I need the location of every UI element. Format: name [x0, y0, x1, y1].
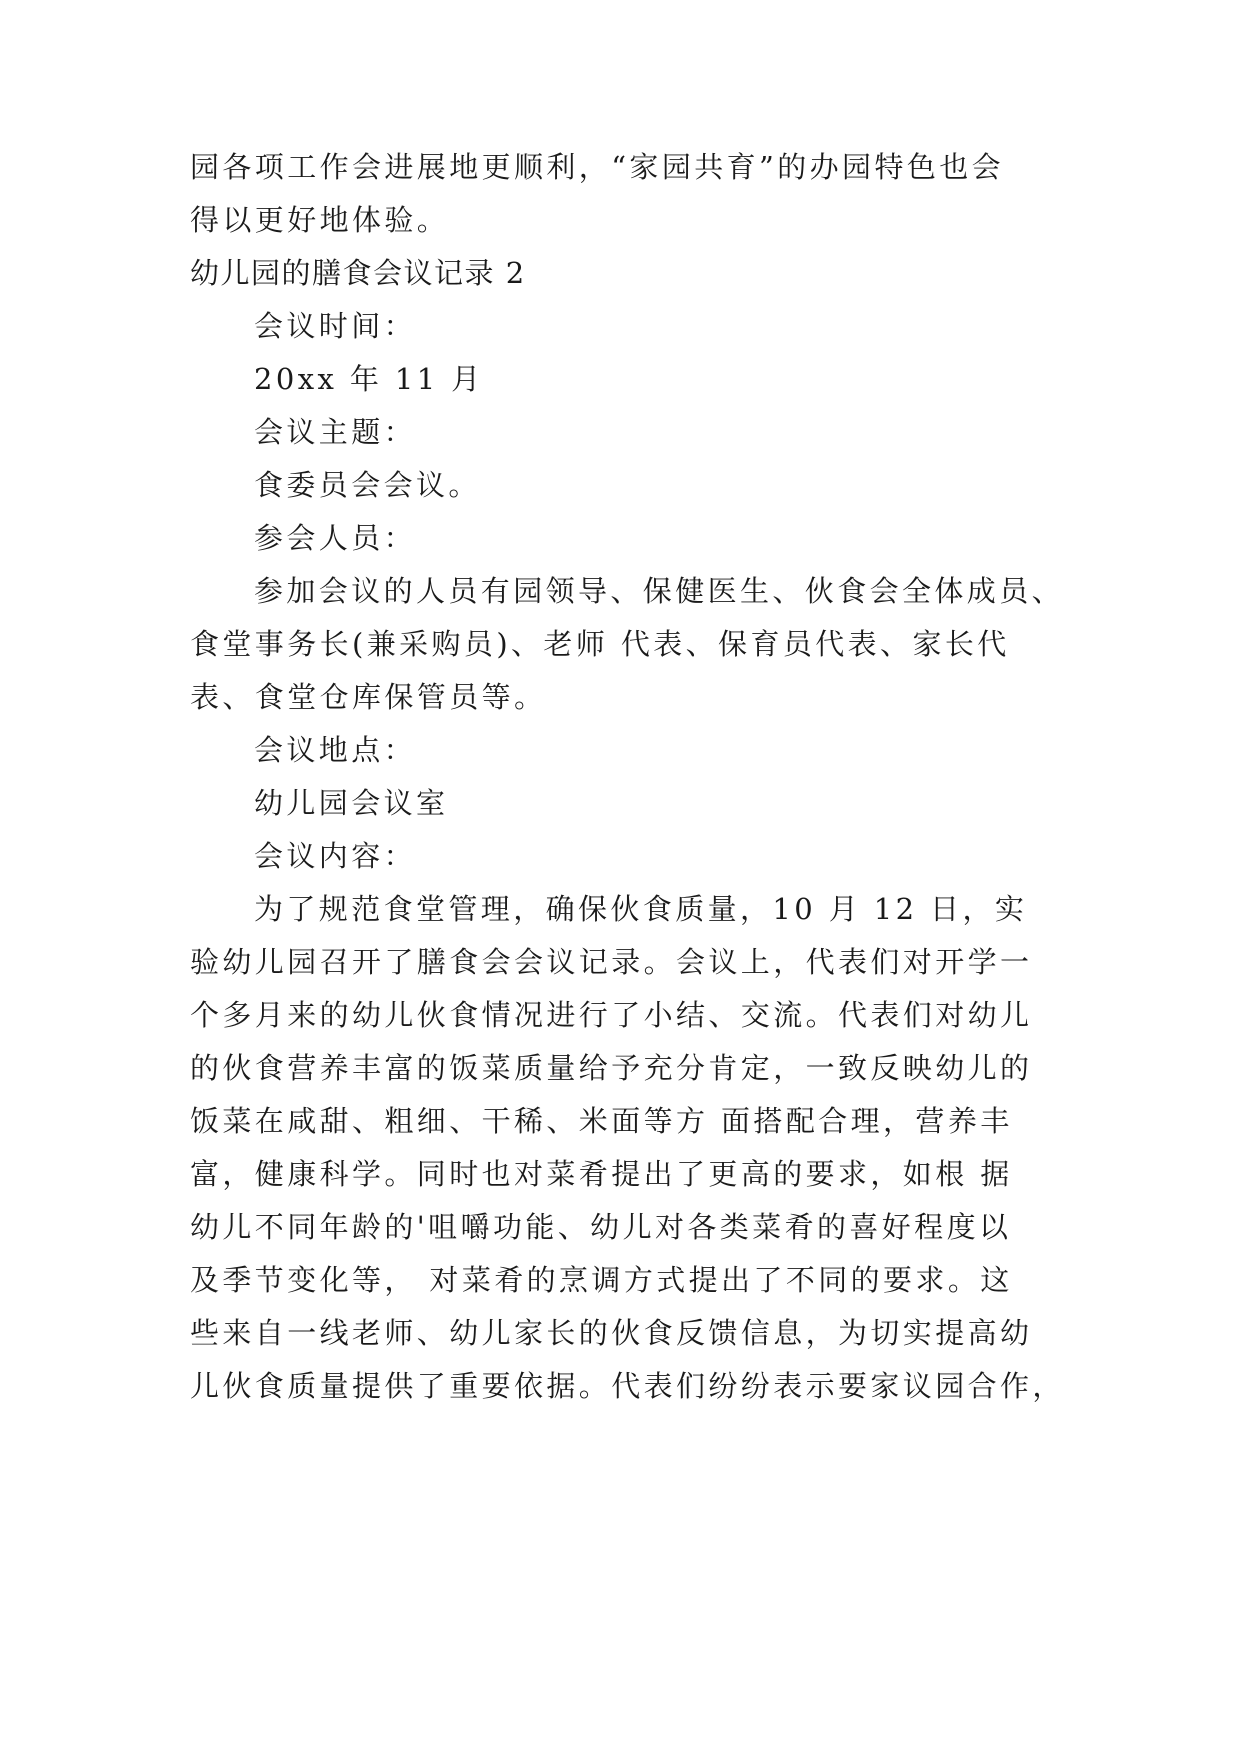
field-label-time: 会议时间： [254, 309, 417, 343]
paragraph-line: 园各项工作会进展地更顺利，“家园共育”的办园特色也会 [190, 150, 1005, 184]
paragraph-line: 饭菜在咸甜、粗细、干稀、米面等方 面搭配合理，营养丰 [190, 1104, 1013, 1138]
paragraph-line: 幼儿不同年龄的'咀嚼功能、幼儿对各类菜肴的喜好程度以 [190, 1210, 1012, 1244]
paragraph-line: 及季节变化等， 对菜肴的烹调方式提出了不同的要求。这 [190, 1263, 1013, 1297]
paragraph-line: 验幼儿园召开了膳食会会议记录。会议上，代表们对开学一 [190, 945, 1033, 979]
paragraph-line: 富，健康科学。同时也对菜肴提出了更高的要求，如根 据 [190, 1157, 1013, 1191]
paragraph-line: 得以更好地体验。 [190, 203, 450, 237]
paragraph-line: 食堂事务长(兼采购员)、老师 代表、保育员代表、家长代 [190, 627, 1010, 661]
field-value-location: 幼儿园会议室 [254, 786, 449, 820]
paragraph-line: 儿伙食质量提供了重要依据。代表们纷纷表示要家议园合作， [190, 1369, 1065, 1403]
field-value-topic: 食委员会会议。 [254, 468, 481, 502]
paragraph-line: 表、食堂仓库保管员等。 [190, 680, 547, 714]
field-label-attendees: 参会人员： [254, 521, 417, 555]
field-label-location: 会议地点： [254, 733, 417, 767]
field-value-time: 20xx 年 11 月 [254, 362, 484, 396]
section-heading: 幼儿园的膳食会议记录 2 [190, 256, 526, 290]
paragraph-line: 参加会议的人员有园领导、保健医生、伙食会全体成员、 [254, 574, 1065, 608]
paragraph-line: 些来自一线老师、幼儿家长的伙食反馈信息，为切实提高幼 [190, 1316, 1033, 1350]
paragraph-line: 的伙食营养丰富的饭菜质量给予充分肯定，一致反映幼儿的 [190, 1051, 1033, 1085]
paragraph-line: 为了规范食堂管理，确保伙食质量，10 月 12 日，实 [254, 892, 1028, 926]
field-label-topic: 会议主题： [254, 415, 417, 449]
paragraph-line: 个多月来的幼儿伙食情况进行了小结、交流。代表们对幼儿 [190, 998, 1033, 1032]
field-label-content: 会议内容： [254, 839, 417, 873]
